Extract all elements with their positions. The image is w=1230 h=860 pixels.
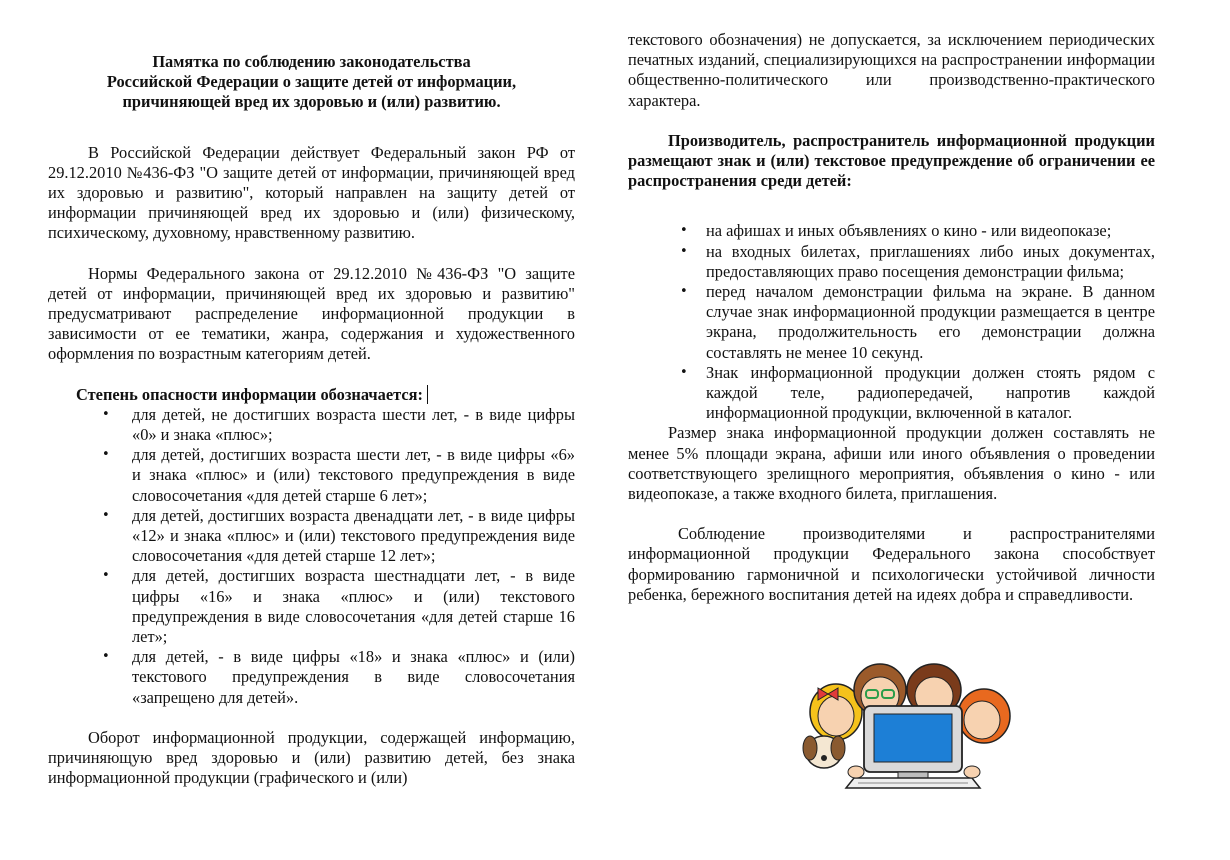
law-intro-paragraph: В Российской Федерации действует Федеральный закон РФ от 29.12.2010 №436-ФЗ "О защите детей от информации, причиняющей вред их здоровью и развитию", который направлен на защиту детей от информации причиняющей вред их здоровью и (или) физическому, психическому, духовному, нравственному развитию. — [48, 142, 575, 243]
danger-level-heading — [48, 385, 575, 405]
children-at-computer-illustration — [796, 660, 1016, 790]
list-item: • Знак информационной продукции должен стоять рядом с каждой теле, радиопередачей, напротив каждой информационной продукции, включенной в каталог. — [628, 363, 1155, 424]
circulation-paragraph-continued: текстового обозначения) не допускается, за исключением периодических печатных изданий, специализирующихся на распространении информации общественно-политического или производственно-практического характера. — [628, 30, 1155, 110]
left-column — [48, 0, 575, 789]
title-line-3: причиняющей вред их здоровью и (или) развитию. — [122, 92, 501, 112]
circulation-paragraph: Оборот информационной продукции, содержащей информацию, причиняющую вред здоровью и (или) развитию детей, без знака информационной продукции (графического и (или) — [48, 727, 575, 788]
list-item: • для детей, достигших возраста шестнадцати лет, - в виде цифры «16» и знака «плюс» и (или) текстового предупреждения в виде словосочетания «для детей старше 16 лет»; — [48, 566, 575, 647]
sign-size-paragraph: Размер знака информационной продукции должен составлять не менее 5% площади экрана, афиши или иного объявления о проведении соответствующего зрелищного мероприятия, объявления о кино - или видеопоказе, а также входного билета, приглашения. — [628, 423, 1155, 504]
sign-placement-list — [628, 221, 1155, 423]
list-item: • для детей, - в виде цифры «18» и знака «плюс» и (или) текстового предупреждения в виде словосочетания «запрещено для детей». — [48, 647, 575, 708]
danger-level-heading-text: Степень опасности информации обозначается: — [76, 384, 423, 404]
list-item: • для детей, не достигших возраста шести лет, - в виде цифры «0» и знака «плюс»; — [48, 405, 575, 445]
list-item: • на афишах и иных объявлениях о кино - или видеопоказе; — [628, 221, 1155, 241]
title-line-2: Российской Федерации о защите детей от информации, — [106, 72, 517, 92]
right-column — [628, 0, 1155, 605]
law-norms-paragraph: Нормы Федерального закона от 29.12.2010 №436-ФЗ "О защите детей от информации, причиняющей вред их здоровью и развитию" предусматривают распределение информационной продукции в зависимости от ее тематики, жанра, содержания и художественного оформления по возрастным категориям детей. — [48, 263, 575, 364]
list-item: • для детей, достигших возраста шести лет, - в виде цифры «6» и знака «плюс» и (или) текстового предупреждения в виде словосочетания «для детей старше 6 лет»; — [48, 445, 575, 506]
title-line-1: Памятка по соблюдению законодательства — [152, 52, 471, 71]
document-title — [48, 52, 575, 113]
list-item: • для детей, достигших возраста двенадцати лет, - в виде цифры «12» и знака «плюс» и (или) текстового предупреждения виде словосочетания «для детей старше 12 лет»; — [48, 506, 575, 567]
producer-heading: Производитель, распространитель информационной продукции размещают знак и (или) текстовое предупреждение об ограничении ее распространения среди детей: — [628, 130, 1155, 191]
age-category-list — [48, 405, 575, 708]
compliance-paragraph: Соблюдение производителями и распространителями информационной продукции Федерального закона способствует формированию гармоничной и психологически устойчивой личности ребенка, бережного воспитания детей на идеях добра и справедливости. — [628, 524, 1155, 604]
list-item: • перед началом демонстрации фильма на экране. В данном случае знак информационной продукции размещается в центре экрана, продолжительность его демонстрации должна составлять не менее 10 секунд. — [628, 282, 1155, 363]
text-cursor — [427, 385, 428, 404]
list-item: • на входных билетах, приглашениях либо иных документах, предоставляющих право посещения демонстрации фильма; — [628, 242, 1155, 282]
